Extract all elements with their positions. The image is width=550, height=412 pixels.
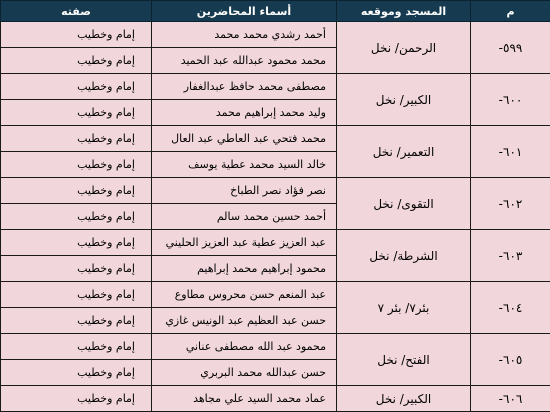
lecturer-name: محمد فتحي عبد العاطي عبد العال [152, 126, 337, 152]
lecturer-role: إمام وخطيب [1, 126, 152, 152]
table-header-row [1, 1, 550, 22]
header-role: صفته [1, 1, 152, 22]
header-mosque: المسجد وموقعه [337, 1, 471, 22]
lecturer-role: إمام وخطيب [1, 308, 152, 334]
lecturer-name: أحمد رشدي محمد محمد [152, 22, 337, 48]
table-row [1, 282, 550, 308]
lecturer-name: خالد السيد محمد عطية يوسف [152, 152, 337, 178]
lecturer-role: إمام وخطيب [1, 282, 152, 308]
row-number: ٦٠١- [471, 126, 550, 178]
table-row [1, 334, 550, 360]
row-number: ٦٠٥- [471, 334, 550, 386]
lecturer-name: نصر فؤاد نصر الطباخ [152, 178, 337, 204]
lecturer-role: إمام وخطيب [1, 334, 152, 360]
mosque-cell: الشرطة/ نخل [337, 230, 471, 282]
lecturer-name: محمود إبراهيم محمد إبراهيم [152, 256, 337, 282]
mosque-cell: التقوى/ نخل [337, 178, 471, 230]
row-number: ٦٠٠- [471, 74, 550, 126]
mosque-cell: الكبير/ نخل [337, 74, 471, 126]
mosque-cell: التعمير/ نخل [337, 126, 471, 178]
lecturer-name: أحمد حسين محمد سالم [152, 204, 337, 230]
lecturer-role: إمام وخطيب [1, 230, 152, 256]
mosque-cell: الرحمن/ نخل [337, 22, 471, 74]
header-names: أسماء المحاضرين [152, 1, 337, 22]
lecturer-name: حسن عبد العظيم عبد الونيس غازي [152, 308, 337, 334]
row-number: ٦٠٣- [471, 230, 550, 282]
table-row [1, 178, 550, 204]
lecturer-role: إمام وخطيب [1, 178, 152, 204]
lecturer-name: عبد المنعم حسن محروس مطاوع [152, 282, 337, 308]
lecturer-role: إمام وخطيب [1, 204, 152, 230]
mosque-cell: بئر٧/ بئر ٧ [337, 282, 471, 334]
lecturer-name: عبد العزيز عطية عبد العزيز الحليني [152, 230, 337, 256]
lecturer-role: إمام وخطيب [1, 152, 152, 178]
row-number: ٦٠٤- [471, 282, 550, 334]
lecturer-name: عماد محمد السيد علي مجاهد [152, 386, 337, 412]
lecturer-role: إمام وخطيب [1, 386, 152, 412]
table-row [1, 74, 550, 100]
row-number: ٦٠٦- [471, 386, 550, 412]
lecturer-role: إمام وخطيب [1, 100, 152, 126]
lecturer-name: حسن عبدالله محمد البربري [152, 360, 337, 386]
lecturer-name: وليد محمد إبراهيم محمد [152, 100, 337, 126]
row-number: ٥٩٩- [471, 22, 550, 74]
lecturer-name: مصطفى محمد حافظ عبدالغفار [152, 74, 337, 100]
lecturer-name: محمود عبد الله مصطفى عناني [152, 334, 337, 360]
lecturer-role: إمام وخطيب [1, 256, 152, 282]
lecturer-role: إمام وخطيب [1, 22, 152, 48]
lecturer-role: إمام وخطيب [1, 360, 152, 386]
table-row [1, 22, 550, 48]
lecturer-role: إمام وخطيب [1, 48, 152, 74]
mosque-cell: الفتح/ نخل [337, 334, 471, 386]
table-row [1, 230, 550, 256]
mosque-cell: الكبير/ نخل [337, 386, 471, 412]
table-row [1, 126, 550, 152]
lecturer-name: محمد محمود عبدالله عبد الحميد [152, 48, 337, 74]
row-number: ٦٠٢- [471, 178, 550, 230]
header-number: م [471, 1, 550, 22]
table-row [1, 386, 550, 412]
lecturer-role: إمام وخطيب [1, 74, 152, 100]
